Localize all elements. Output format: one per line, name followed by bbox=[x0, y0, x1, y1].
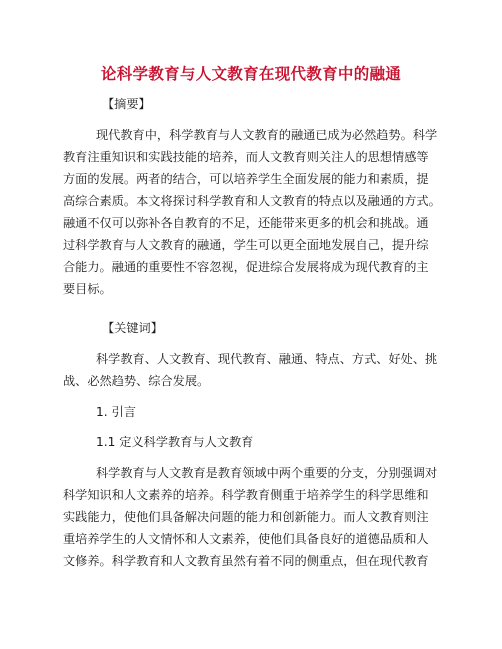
keywords-line: 战、必然趋势、综合发展。 bbox=[63, 374, 210, 388]
abstract-line: 要目标。 bbox=[63, 282, 112, 296]
subsection-heading: 1.1 定义科学教育与人文教育 bbox=[96, 435, 254, 449]
abstract-line: 过科学教育与人文教育的融通，学生可以更全面地发展自己，提升综 bbox=[63, 238, 429, 252]
body-line: 科学知识和人文素养的培养。科学教育侧重于培养学生的科学思维和 bbox=[63, 488, 429, 502]
keywords-line: 科学教育、人文教育、现代教育、融通、特点、方式、好处、挑 bbox=[96, 352, 438, 366]
abstract-line: 合能力。融通的重要性不容忽视，促进综合发展将成为现代教育的主 bbox=[63, 260, 429, 274]
section-heading: 1. 引言 bbox=[96, 405, 136, 419]
abstract-heading: 【摘要】 bbox=[102, 97, 151, 111]
body-line: 文修养。科学教育和人文教育虽然有着不同的侧重点，但在现代教育 bbox=[63, 554, 429, 568]
abstract-line: 高综合素质。本文将探讨科学教育和人文教育的特点以及融通的方式。 bbox=[63, 194, 441, 208]
abstract-line: 融通不仅可以弥补各自教育的不足，还能带来更多的机会和挑战。通 bbox=[63, 216, 429, 230]
document-title: 论科学教育与人文教育在现代教育中的融通 bbox=[100, 65, 402, 83]
abstract-line: 方面的发展。两者的结合，可以培养学生全面发展的能力和素质，提 bbox=[63, 172, 429, 186]
abstract-line: 教育注重知识和实践技能的培养，而人文教育则关注人的思想情感等 bbox=[63, 150, 429, 164]
keywords-heading: 【关键词】 bbox=[102, 321, 163, 335]
body-line: 实践能力，使他们具备解决问题的能力和创新能力。而人文教育则注 bbox=[63, 510, 429, 524]
body-line: 科学教育与人文教育是教育领域中两个重要的分支，分别强调对 bbox=[96, 466, 438, 480]
body-line: 重培养学生的人文情怀和人文素养，使他们具备良好的道德品质和人 bbox=[63, 532, 429, 546]
abstract-line: 现代教育中，科学教育与人文教育的融通已成为必然趋势。科学 bbox=[96, 128, 438, 142]
